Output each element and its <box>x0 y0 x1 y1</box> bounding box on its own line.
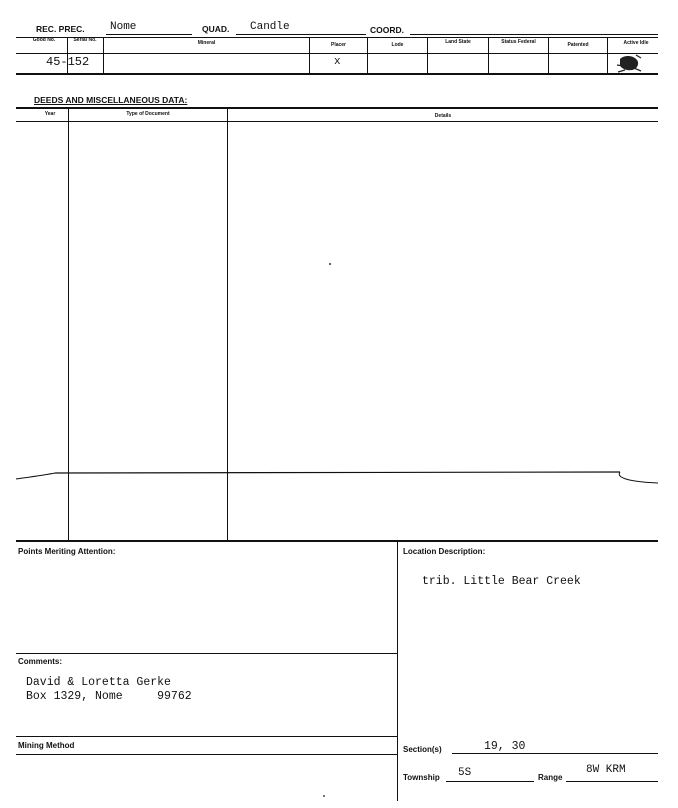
col-header-lode: Lode <box>391 42 404 48</box>
comments-line-1: David & Loretta Gerke <box>26 676 171 689</box>
col-header-status-federal: Status Federal <box>501 39 536 45</box>
rec-prec-value: Nome <box>110 21 137 33</box>
deeds-title: DEEDS AND MISCELLANEOUS DATA: <box>34 95 188 105</box>
range-underline <box>566 781 658 782</box>
township-label: Township <box>403 773 440 782</box>
range-value: 8W KRM <box>586 764 626 776</box>
quad-label: QUAD. <box>202 24 230 34</box>
sections-value: 19, 30 <box>484 740 526 753</box>
comments-label: Comments: <box>18 657 63 666</box>
rec-prec-label: REC. PREC. <box>36 24 85 34</box>
col-header-patented: Patented <box>567 42 589 48</box>
claim-table-bottom-border <box>16 73 658 75</box>
township-underline <box>446 781 534 782</box>
rec-prec-underline <box>106 34 192 35</box>
col-header-good-no: Good No. <box>32 37 56 43</box>
col-header-serial-no: Serial No. <box>73 37 97 43</box>
scan-speck-bottom <box>323 795 325 797</box>
mining-method-underline <box>16 754 398 755</box>
deeds-bottom-border <box>16 540 658 542</box>
good-no-value: 45-152 <box>46 55 90 69</box>
deeds-header-bottom-border <box>16 121 658 122</box>
deeds-header-top-border <box>16 107 658 109</box>
quad-value: Candle <box>250 21 290 33</box>
deeds-col-details: Details <box>434 113 452 119</box>
comments-top-border <box>16 653 398 654</box>
placer-value: x <box>334 56 341 68</box>
col-header-land-state: Land State <box>445 39 471 45</box>
range-label: Range <box>538 773 563 782</box>
lower-center-divider <box>397 541 398 801</box>
location-description-label: Location Description: <box>403 547 486 556</box>
quad-underline <box>236 34 366 35</box>
location-description-value: trib. Little Bear Creek <box>422 575 581 588</box>
col-header-mineral: Mineral <box>197 40 216 46</box>
mining-method-top-border <box>16 736 398 737</box>
scan-speck <box>329 263 331 265</box>
col-header-active-idle: Active Idle <box>623 40 649 46</box>
claim-table-header-divider <box>16 53 658 54</box>
deeds-col-year: Year <box>44 111 56 117</box>
mining-method-label: Mining Method <box>18 741 75 750</box>
coord-underline <box>410 34 658 35</box>
claim-table-top-border <box>16 37 658 38</box>
sections-underline <box>452 753 658 754</box>
deeds-col-type: Type of Document <box>126 111 170 117</box>
col-header-placer: Placer <box>330 42 346 48</box>
points-meriting-attention-label: Points Meriting Attention: <box>18 547 116 556</box>
comments-line-2: Box 1329, Nome 99762 <box>26 690 192 703</box>
claim-col-divider-8 <box>607 37 608 73</box>
active-idle-mark-icon <box>614 52 644 76</box>
coord-label: COORD. <box>370 25 404 35</box>
sections-label: Section(s) <box>403 745 442 754</box>
fold-line <box>0 465 678 485</box>
township-value: 5S <box>458 767 472 779</box>
